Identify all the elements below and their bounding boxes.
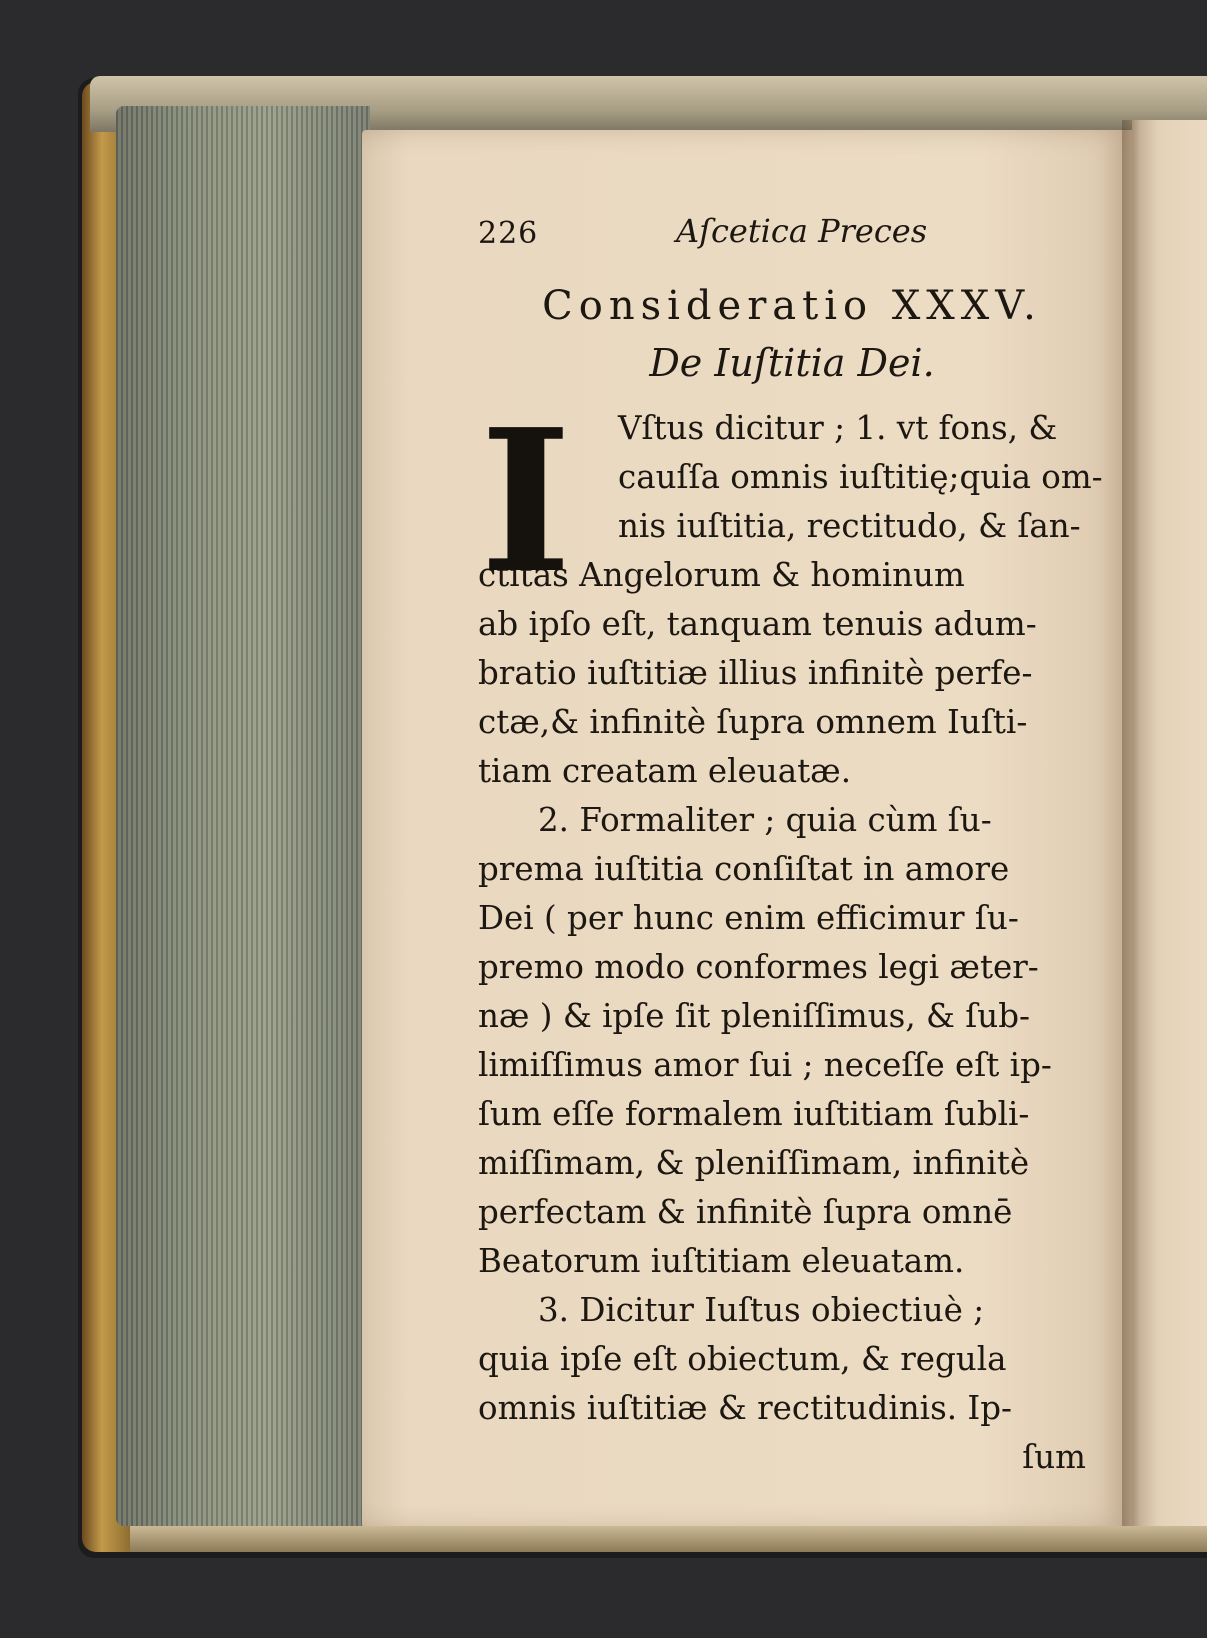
- text-line: bratio iuſtitiæ illius infinitè perfe-: [478, 654, 1033, 692]
- text-line: quia ipſe eſt obiectum, & regula: [478, 1340, 1007, 1378]
- text-line: tiam creatam eleuatæ.: [478, 752, 852, 790]
- text-line: 3. Dicitur Iuſtus obiectiuè ;: [538, 1291, 985, 1329]
- text-line: Dei ( per hunc enim efficimur ſu-: [478, 899, 1019, 937]
- text-line: ſum eſſe formalem iuſtitiam ſubli-: [478, 1095, 1030, 1133]
- text-line: cauſſa omnis iuſtitię;quia om-: [618, 458, 1103, 496]
- text-line: premo modo conformes legi æter-: [478, 948, 1039, 986]
- drop-capital: I: [480, 387, 572, 617]
- catchword: ſum: [1022, 1438, 1086, 1476]
- running-head: [478, 210, 1106, 258]
- text-line: ctitas Angelorum & hominum: [478, 556, 965, 594]
- page-text: [478, 210, 1106, 1482]
- page-gutter: [1122, 120, 1140, 1532]
- text-line: ctæ,& infinitè ſupra omnem Iuſti-: [478, 703, 1028, 741]
- text-line: limiſſimus amor ſui ; neceſſe eſt ip-: [478, 1046, 1052, 1084]
- book-bottom-edge: [130, 1526, 1207, 1552]
- text-line: miſſimam, & pleniſſimam, infinitè: [478, 1144, 1030, 1182]
- body-text: [478, 387, 1106, 1482]
- consideration-subheading: De Iuſtitia Dei.: [649, 341, 935, 385]
- running-title: Aſcetica Preces: [676, 212, 928, 250]
- text-line: omnis iuſtitiæ & rectitudinis. Ip-: [478, 1389, 1013, 1427]
- text-line: prema iuſtitia conſiſtat in amore: [478, 850, 1010, 888]
- consideration-heading: Consideratio XXXV.: [542, 283, 1042, 329]
- text-line: perfectam & infinitè ſupra omnē: [478, 1193, 1013, 1231]
- page-block-fore-edge: [116, 106, 370, 1526]
- page-number: 226: [478, 216, 539, 251]
- text-line: Beatorum iuſtitiam eleuatam.: [478, 1242, 965, 1280]
- facing-page-edge: [1132, 120, 1207, 1532]
- text-line: ab ipſo eſt, tanquam tenuis adum-: [478, 605, 1037, 643]
- text-line: 2. Formaliter ; quia cùm ſu-: [538, 801, 992, 839]
- text-line: nis iuſtitia, rectitudo, & ſan-: [618, 507, 1081, 545]
- text-line: næ ) & ipſe ſit pleniſſimus, & ſub-: [478, 997, 1030, 1035]
- text-line: Vſtus dicitur ; 1. vt fons, &: [618, 409, 1058, 447]
